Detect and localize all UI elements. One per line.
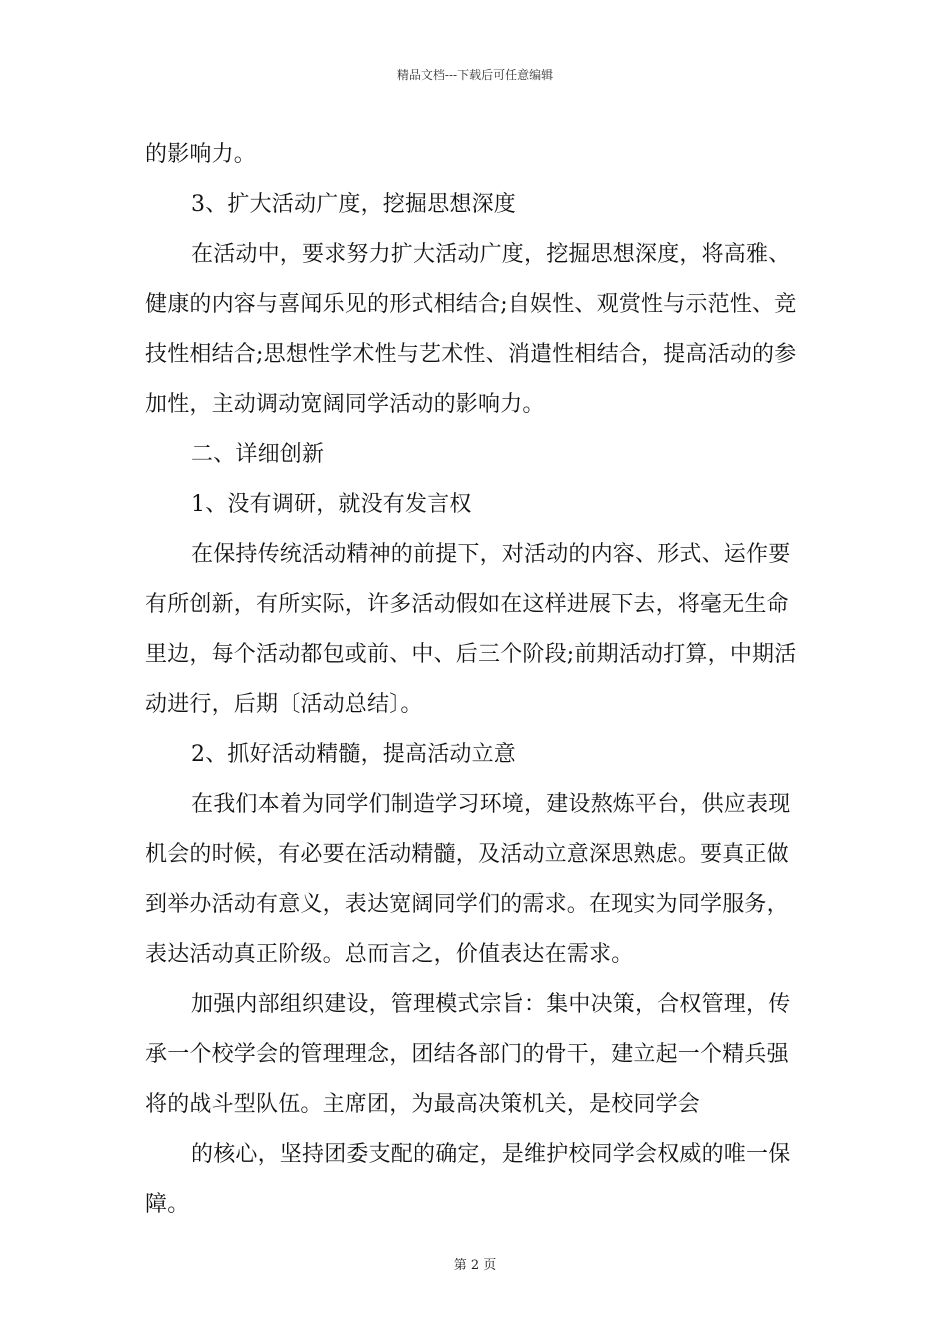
paragraph-line: 动进行，后期〔活动总结〕。 [145,692,423,717]
paragraph-line: 障。 [145,1192,190,1217]
paragraph-line: 有所创新，有所实际，许多活动假如在这样进展下去，将毫无生命 [145,592,789,617]
paragraph-line: 里边，每个活动都包或前、中、后三个阶段;前期活动打算，中期活 [145,642,797,667]
page-number: 第 2 页 [453,1258,497,1273]
section-heading: 2、抓好活动精髓，提高活动立意 [191,742,516,767]
paragraph-line: 承一个校学会的管理理念，团结各部门的骨干，建立起一个精兵强 [145,1042,789,1067]
paragraph-line: 在我们本着为同学们制造学习环境，建设熬炼平台，供应表现 [191,792,791,817]
page-header: 精品文档---下载后可任意编辑 [396,68,554,82]
paragraph-line: 加强内部组织建设，管理模式宗旨：集中决策，合权管理，传 [191,992,791,1017]
paragraph-line: 到举办活动有意义，表达宽阔同学们的需求。在现实为同学服务， [145,892,789,917]
document-body [145,130,810,1230]
section-heading: 1、没有调研，就没有发言权 [191,492,472,517]
paragraph-line: 加性，主动调动宽阔同学活动的影响力。 [145,392,545,417]
paragraph-line: 机会的时候，有必要在活动精髓，及活动立意深思熟虑。要真正做 [145,842,789,867]
paragraph-line: 健康的内容与喜闻乐见的形式相结合;自娱性、观赏性与示范性、竞 [145,292,797,317]
paragraph-line: 的核心，坚持团委支配的确定，是维护校同学会权威的唯一保 [191,1142,791,1167]
paragraph-line: 技性相结合;思想性学术性与艺术性、消遣性相结合，提高活动的参 [145,342,797,367]
section-heading: 二、详细创新 [191,442,325,467]
paragraph-line: 表达活动真正阶级。总而言之，价值表达在需求。 [145,942,634,967]
paragraph-line: 的影响力。 [145,142,257,167]
paragraph-line: 在活动中，要求努力扩大活动广度，挖掘思想深度，将高雅、 [191,242,791,267]
paragraph-line: 将的战斗型队伍。主席团，为最高决策机关，是校同学会 [145,1092,701,1117]
paragraph-line: 在保持传统活动精神的前提下，对活动的内容、形式、运作要 [191,542,791,567]
section-heading: 3、扩大活动广度，挖掘思想深度 [191,192,516,217]
